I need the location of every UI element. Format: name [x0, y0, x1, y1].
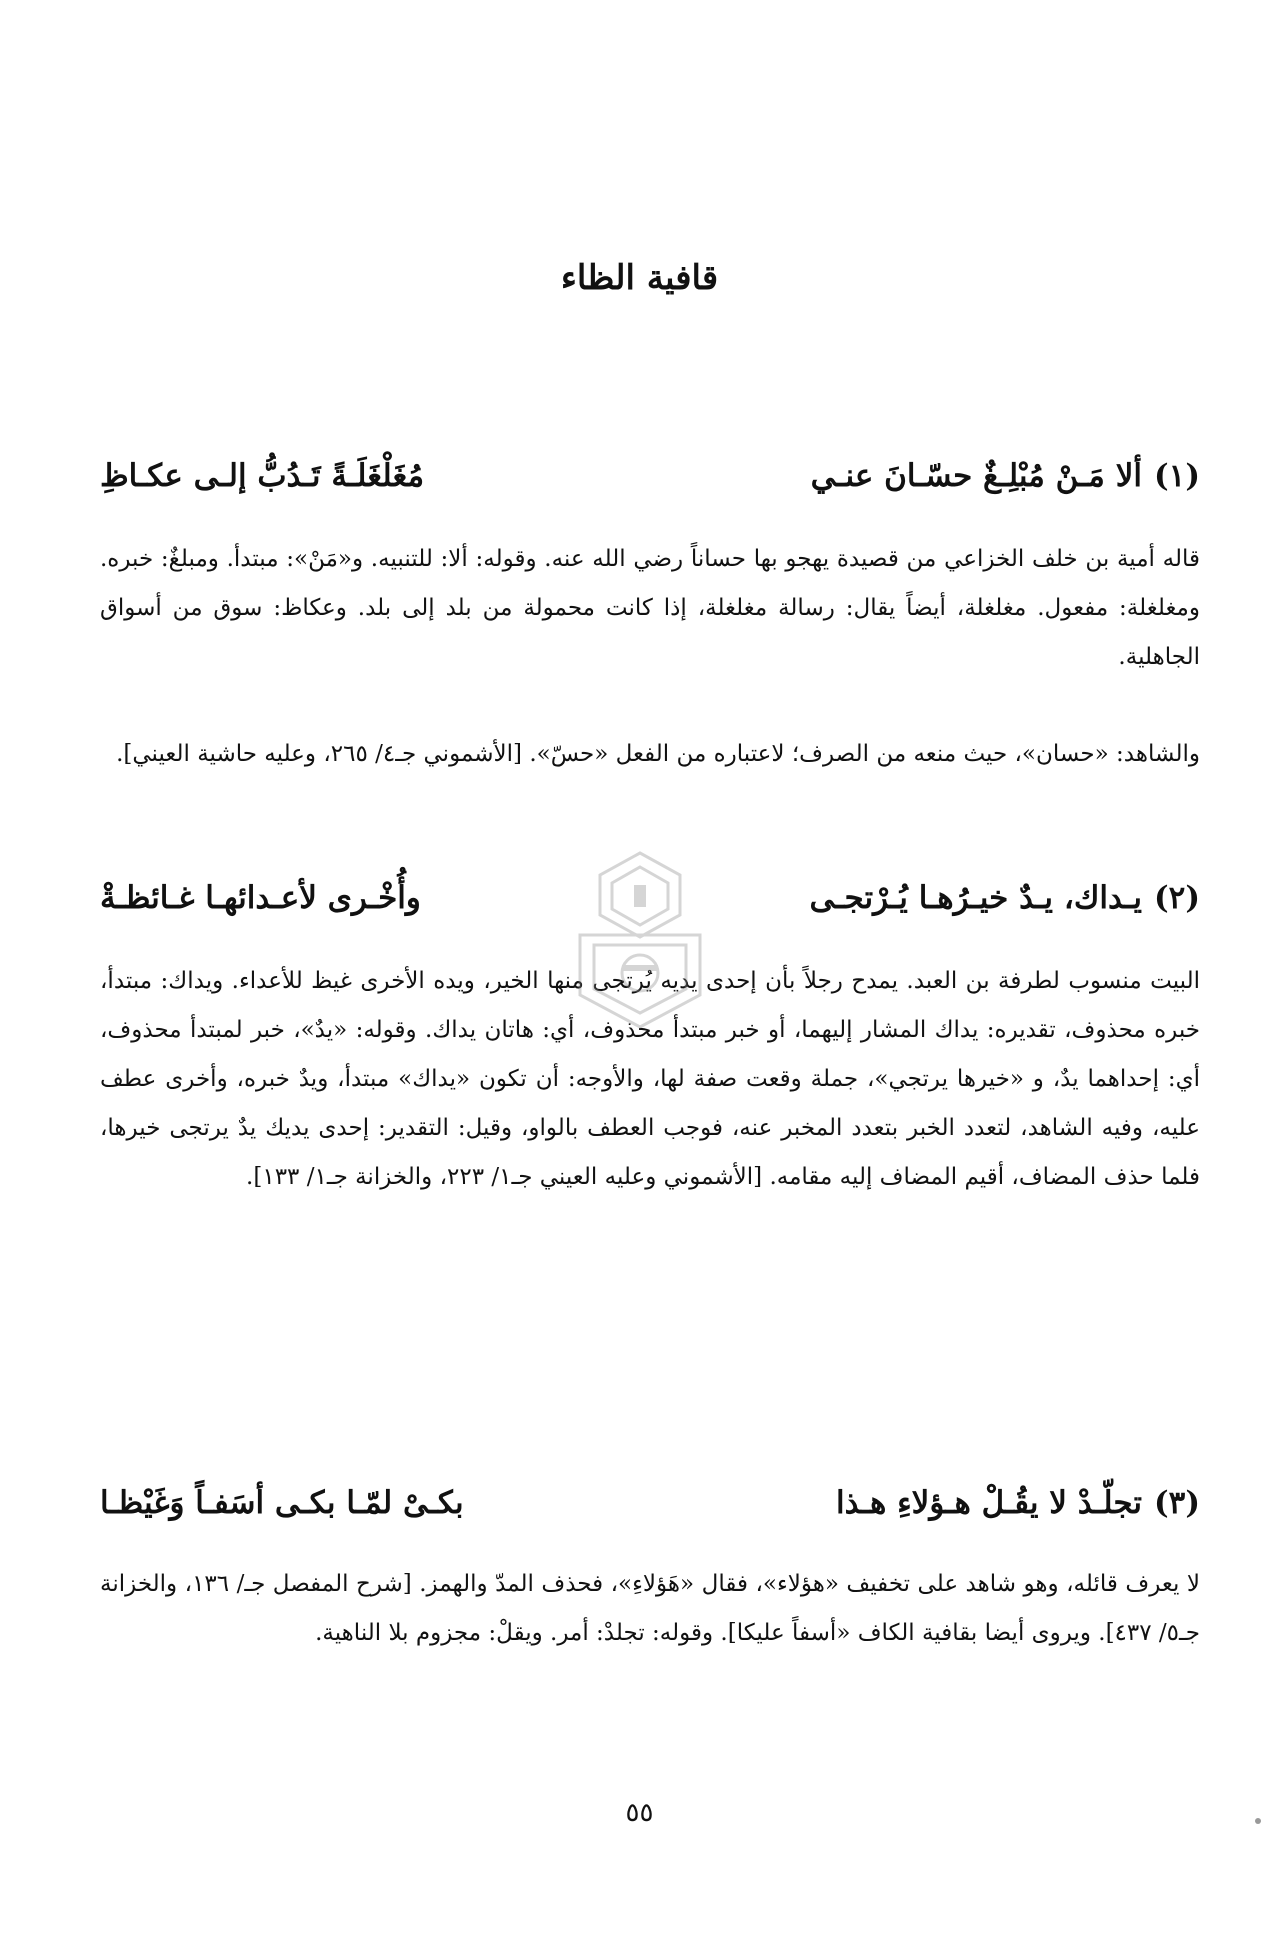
chapter-title: قافية الظاء — [560, 258, 719, 298]
commentary-paragraph: لا يعرف قائله، وهو شاهد على تخفيف «هؤلاء»، فقال «هَؤلاءِ»، فحذف المدّ والهمز. [شرح المفصل جـ/ ١٣٦، والخزانة جـ٥/ ٤٣٧]. ويروى أيضا بقافية الكاف «أسفاً عليكا]. وقوله: تجلدْ: أمر. ويقلْ: مجزوم بلا الناهية. — [100, 1571, 1200, 1646]
verse-number: (٣) — [1154, 1485, 1200, 1521]
library-seal-watermark — [560, 845, 720, 1035]
verse-number: (١) — [1154, 458, 1200, 494]
scan-mark — [1255, 1818, 1261, 1824]
verse-first-hemistich: ألا مَـنْ مُبْلِـغٌ حسّـانَ عنـي — [810, 458, 1142, 494]
verse-number: (٢) — [1154, 880, 1200, 916]
verse-first-hemistich: تجلّـدْ لا يقُـلْ هـؤلاءِ هـذا — [836, 1485, 1142, 1521]
verse-3 — [100, 1485, 1200, 1539]
evidence-paragraph: والشاهد: «حسان»، حيث منعه من الصرف؛ لاعتباره من الفعل «حسّ». [الأشموني جـ٤/ ٢٦٥، وعليه حاشية العيني]. — [116, 741, 1200, 767]
commentary-paragraph: قاله أمية بن خلف الخزاعي من قصيدة يهجو بها حساناً رضي الله عنه. وقوله: ألا: للتنبيه. و«مَنْ»: مبتدأ. ومبلغٌ: خبره. ومغلغلة: مفعول. مغلغلة، أيضاً يقال: رسالة مغلغلة، إذا كانت محمولة من بلد إلى بلد. وعكاظ: سوق من أسواق الجاهلية. — [100, 546, 1200, 670]
page-number: ٥٥ — [625, 1798, 654, 1828]
verse-first-hemistich: يـداك، يـدٌ خيـرُهـا يُـرْتجـى — [809, 880, 1142, 916]
verse-second-hemistich: مُغَلْغَلَـةً تَـدُبُّ إلـى عكـاظِ — [100, 458, 425, 494]
commentary-paragraph: البيت منسوب لطرفة بن العبد. يمدح رجلاً بأن إحدى يديه يُرتجى منها الخير، ويده الأخرى غيظ للأعداء. ويداك: مبتدأ، خبره محذوف، تقديره: يداك المشار إليهما، أو خبر مبتدأ محذوف، أي: هاتان يداك. وقوله: «يدٌ»، خبر لمبتدأ محذوف، أي: إحداهما يدٌ، و «خيرها يرتجي»، جملة وقعت صفة لها، والأوجه: أن تكون «يداك» مبتدأ، ويدٌ خبره، وأخرى عطف عليه، وفيه الشاهد، لتعدد الخبر بتعدد المخبر عنه، فوجب العطف بالواو، وقيل: التقدير: إحدى يديك يدٌ يرتجى خيرها، فلما حذف المضاف، أقيم المضاف إليه مقامه. [الأشموني وعليه العيني جـ١/ ٢٢٣، والخزانة جـ١/ ١٣٣]. — [100, 968, 1200, 1190]
verse-second-hemistich: وأُخْـرى لأعـدائهـا غـائظـةْ — [100, 880, 421, 916]
verse-second-hemistich: بكـىْ لمّـا بكـى أسَفـاً وَغَيْظـا — [100, 1485, 464, 1521]
verse-1 — [100, 458, 1200, 512]
